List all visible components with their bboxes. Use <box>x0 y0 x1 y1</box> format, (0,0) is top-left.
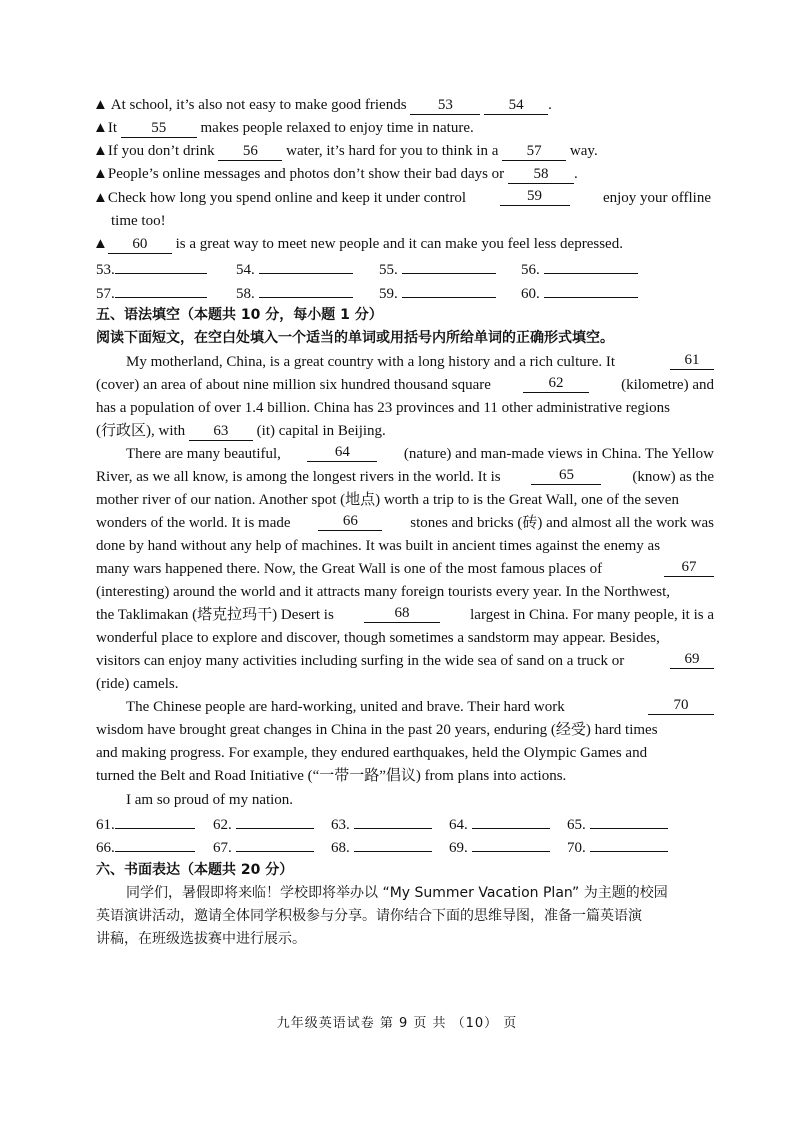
answer-field[interactable] <box>544 257 638 274</box>
answer-field[interactable] <box>472 812 550 829</box>
blank-57[interactable]: 57 <box>502 142 566 161</box>
passage-line: and making progress. For example, they endured earthquakes, held the Olympic Games and <box>96 745 648 761</box>
answer-field[interactable] <box>590 835 668 852</box>
blank-69[interactable]: 69 <box>670 650 714 669</box>
passage-line: River, as we all know, is among the longest rivers in the world. It is 65 (know) as the <box>96 467 714 485</box>
passage-line: visitors can enjoy many activities including surfing in the wide sea of sand on a truck or 69 <box>96 650 714 673</box>
section-5-instruction: 阅读下面短文，在空白处填入一个适当的单词或用括号内所给单词的正确形式填空。 <box>96 330 614 346</box>
passage-line: many wars happened there. Now, the Great Wall is one of the most famous places of 67 <box>96 558 714 581</box>
passage-line: wonders of the world. It is made 66 stones and bricks (砖) and almost all the work was <box>96 513 714 531</box>
blank-61[interactable]: 61 <box>670 351 714 370</box>
passage-line: turned the Belt and Road Initiative (“一带一路”倡议) from plans into actions. <box>96 768 567 784</box>
bullet-line-3: ▲If you don’t drink 56 water, it’s hard for you to think in a 57 way. <box>93 143 598 159</box>
answer-field[interactable] <box>115 812 195 829</box>
section-5-title: 五、语法填空（本题共 10 分，每小题 1 分） <box>96 307 383 323</box>
answer-field[interactable] <box>115 281 207 298</box>
answer-field[interactable] <box>354 835 432 852</box>
passage-line: mother river of our nation. Another spot (地点) worth a trip to is the Great Wall, one of the seven <box>96 492 679 508</box>
exam-page: ▲ At school, it’s also not easy to make good friends 53 54 . ▲It 55 makes people relaxed to enjoy time in nature. ▲If you don’t drink 56 water, it’s hard for you to think in a 57 way. ▲People’s online messages and photos don’t show their bad days or 58 . ▲Check how long you spend online and keep it under control 59 enjoy your offline time too! ▲ 60 is a great way to meet new people and it can make you feel less depressed. 53. 54. 55. 56. 57. 58. 59. 60. 五、语法填空（本题共 10 分，每小题 1 分） 阅读下面短文，在空白处填入一个适当的单词或用括号内所给单词的正确形式填空。 My motherland, China, is a great country with a long history and a rich culture. It 61 (cover) an area of about nine million six hundred thousand square 62 (kilometre) and has a population of over 1.4 billion. China has 23 provinces and 11 other administrative regions (行政区), with 63 (it) capital in Beijing. There are many beautiful, 64 (nature) and man-made views in China. The Yellow River, as we all know, is among the longest rivers in the world. It is 65 (know) as the mother river of our nation. Another spot (地点) worth a trip to is the Great Wall, one of the seven wonders of the world. It is made 66 stones and bricks (砖) and almost all the work was done by hand without any help of machines. It was built in ancient times against the enemy as many wars happened there. Now, the Great Wall is one of the most famous places of 67 (interesting) around the world and it attracts many foreign tourists every year. In the Northwest, the Taklimakan (塔克拉玛干) Desert is 68 largest in China. For many people, it is a wonderful place to explore and discover, though sometimes a sandstorm may appear. Besides, visitors can enjoy many activities including surfing in the wide sea of sand on a truck or 69 (ride) camels. The Chinese people are hard-working, united and brave. Their hard work 70 wisdom have brought great changes in China in the past 20 years, enduring (经受) hard times and making progress. For example, they endured earthquakes, held the Olympic Games and turned the Belt and Road Initiative (“一带一路”倡议) from plans into actions. I am so proud of my nation. 61. 62. 63. 64. 65. 66. 67. 68. 69. 70. 六、书面表达（本题共 20 分） 同学们，暑假即将来临！学校即将举办以 “My Summer Vacation Plan” 为主题的校园 英语演讲活动，邀请全体同学积极参与分享。请你结合下面的思维导图，准备一篇英语演 讲稿，在班级选拔赛中进行展示。 九年级英语试卷 第 9 页 共 （10） 页 <box>0 0 794 1123</box>
answer-field[interactable] <box>236 812 314 829</box>
answer-field[interactable] <box>259 257 353 274</box>
passage-line: done by hand without any help of machines. It was built in ancient times against the enemy as <box>96 538 661 554</box>
passage-line: (ride) camels. <box>96 676 179 692</box>
answer-field[interactable] <box>544 281 638 298</box>
passage-line: The Chinese people are hard-working, united and brave. Their hard work 70 <box>126 696 714 719</box>
section-6-line: 同学们，暑假即将来临！学校即将举办以 “My Summer Vacation Plan” 为主题的校园 <box>126 885 668 901</box>
passage-line: I am so proud of my nation. <box>126 792 294 808</box>
passage-line: (interesting) around the world and it attracts many foreign tourists every year. In the Northwest, <box>96 584 670 600</box>
answer-field[interactable] <box>472 835 550 852</box>
answer-field[interactable] <box>115 257 207 274</box>
passage-line: My motherland, China, is a great country with a long history and a rich culture. It 61 <box>126 351 714 374</box>
passage-line: (cover) an area of about nine million six hundred thousand square 62 (kilometre) and <box>96 375 714 393</box>
blank-55[interactable]: 55 <box>121 119 197 138</box>
passage-line: There are many beautiful, 64 (nature) and man-made views in China. The Yellow <box>126 444 714 462</box>
bullet-line-6: ▲ 60 is a great way to meet new people and it can make you feel less depressed. <box>93 236 623 252</box>
answer-field[interactable] <box>115 835 195 852</box>
blank-63[interactable]: 63 <box>189 422 253 441</box>
answer-field[interactable] <box>402 281 496 298</box>
blank-68[interactable]: 68 <box>364 604 440 623</box>
blank-54[interactable]: 54 <box>484 96 548 115</box>
bullet-line-2: ▲It 55 makes people relaxed to enjoy time in nature. <box>93 120 474 136</box>
blank-70[interactable]: 70 <box>648 696 714 715</box>
blank-60[interactable]: 60 <box>108 235 172 254</box>
answer-field[interactable] <box>259 281 353 298</box>
blank-53[interactable]: 53 <box>410 96 480 115</box>
blank-66[interactable]: 66 <box>318 512 382 531</box>
blank-65[interactable]: 65 <box>531 466 601 485</box>
blank-58[interactable]: 58 <box>508 165 574 184</box>
section-6-title: 六、书面表达（本题共 20 分） <box>96 862 294 878</box>
passage-line: has a population of over 1.4 billion. China has 23 provinces and 11 other administrative regions <box>96 400 670 416</box>
blank-56[interactable]: 56 <box>218 142 282 161</box>
bullet-line-4: ▲People’s online messages and photos don’t show their bad days or 58 . <box>93 166 578 182</box>
answer-field[interactable] <box>590 812 668 829</box>
answer-field[interactable] <box>402 257 496 274</box>
bullet-line-5-cont: time too! <box>111 213 166 229</box>
answer-field[interactable] <box>354 812 432 829</box>
blank-67[interactable]: 67 <box>664 558 714 577</box>
bullet-line-1: ▲ At school, it’s also not easy to make good friends 53 54 . <box>93 97 552 113</box>
page-footer: 九年级英语试卷 第 9 页 共 （10） 页 <box>276 1016 518 1031</box>
answer-field[interactable] <box>236 835 314 852</box>
blank-62[interactable]: 62 <box>523 374 589 393</box>
section-6-line: 英语演讲活动，邀请全体同学积极参与分享。请你结合下面的思维导图，准备一篇英语演 <box>96 908 642 924</box>
bullet-line-5: ▲Check how long you spend online and keep it under control 59 enjoy your offline <box>93 188 711 206</box>
passage-line: the Taklimakan (塔克拉玛干) Desert is 68 largest in China. For many people, it is a <box>96 605 714 623</box>
section-6-line: 讲稿，在班级选拔赛中进行展示。 <box>96 931 306 947</box>
passage-line: wisdom have brought great changes in China in the past 20 years, enduring (经受) hard times <box>96 722 658 738</box>
passage-line: (行政区), with 63 (it) capital in Beijing. <box>96 423 386 439</box>
blank-64[interactable]: 64 <box>307 443 377 462</box>
blank-59[interactable]: 59 <box>500 187 570 206</box>
passage-line: wonderful place to explore and discover, though sometimes a sandstorm may appear. Besides, <box>96 630 660 646</box>
